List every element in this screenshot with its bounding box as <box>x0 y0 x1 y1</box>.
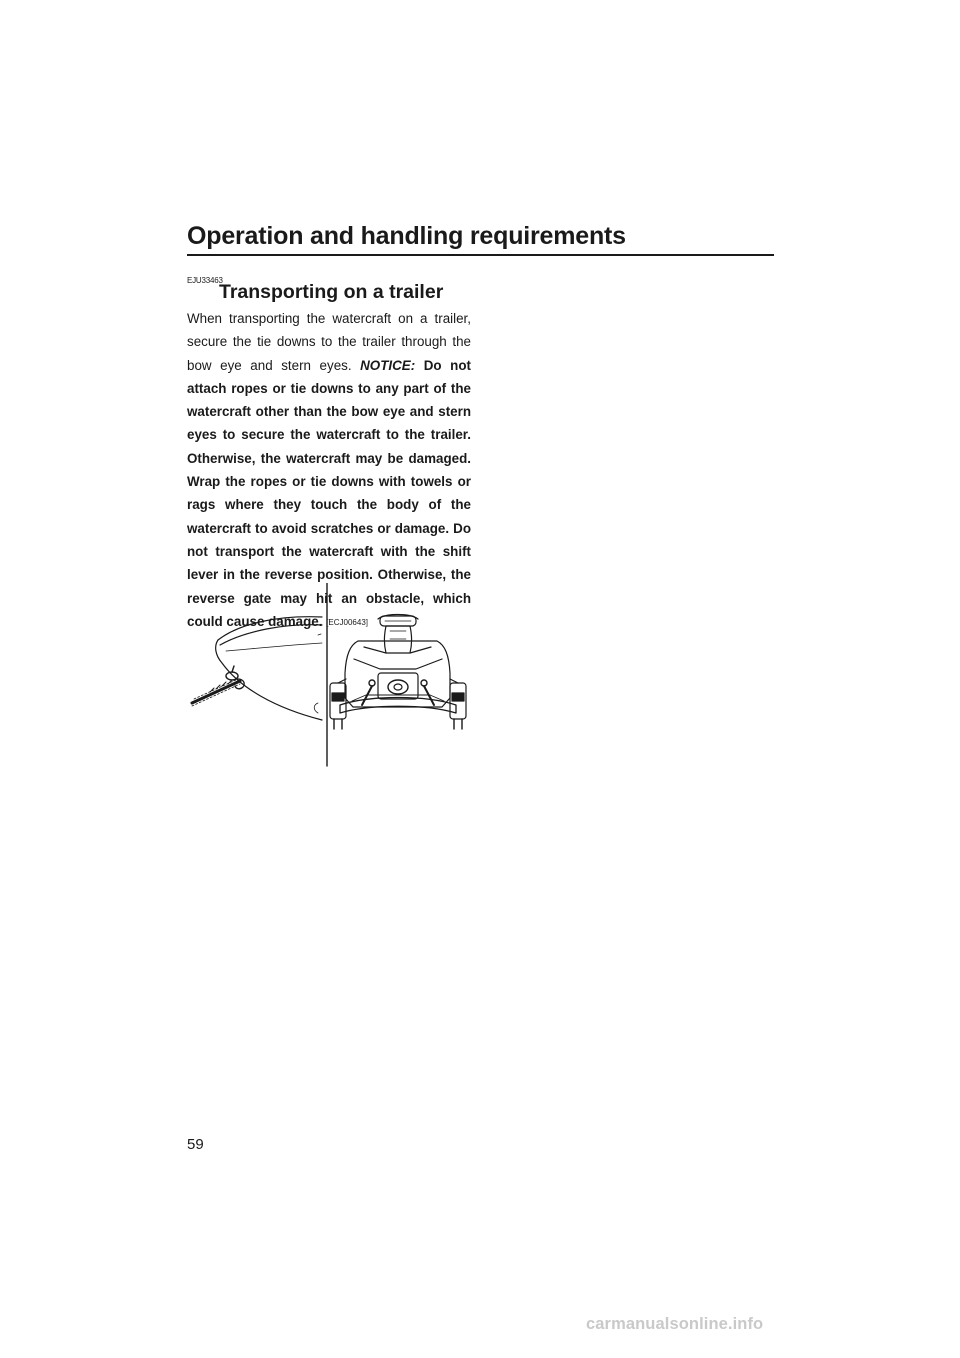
intro-text: When transporting the watercraft on a trailer, secure the tie downs to the trailer through the bow eye and stern eyes. <box>187 311 471 373</box>
bow-eye-view <box>192 617 322 720</box>
section-code: EJU33463 <box>187 276 223 285</box>
notice-text: Do not attach ropes or tie downs to any part of the watercraft other than the bow eye and stern eyes to secure the watercraft to the trailer. Otherwise, the watercraft may be damaged. Wrap the ropes or tie downs with towels or rags where they touch the body of the watercraft to avoid scratches or damage. Do not transport the watercraft with the shift lever in the reverse position. Otherwise, the reverse gate may hit an obstacle, which could cause damage. <box>187 357 472 629</box>
page-header-title: Operation and handling requirements <box>187 222 626 250</box>
watermark: carmanualsonline.info <box>586 1315 764 1333</box>
page-number: 59 <box>187 1136 204 1153</box>
header-rule <box>187 254 774 256</box>
section-title: Transporting on a trailer <box>219 281 444 303</box>
notice-reference-code: [ECJ00643] <box>326 617 368 627</box>
stern-eyes-view <box>330 615 466 730</box>
notice-label: NOTICE: <box>360 357 416 373</box>
trailer-tie-down-illustration <box>180 583 480 768</box>
